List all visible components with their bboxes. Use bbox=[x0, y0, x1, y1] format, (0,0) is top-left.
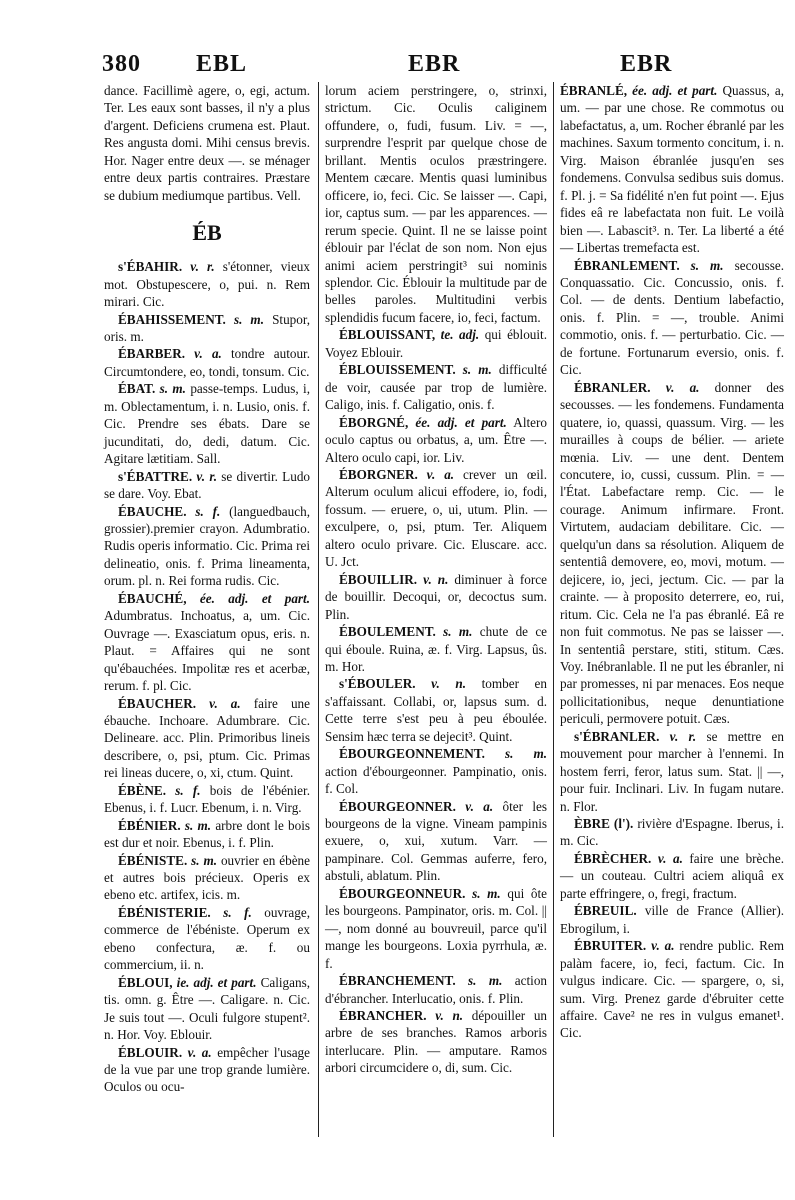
entry-headword: ÉBRANLER. bbox=[574, 379, 651, 395]
entry-headword: ÉBOURGEONNEMENT. bbox=[339, 746, 485, 762]
entry-definition: se mettre en mouvement pour marcher à l'ennemi. In hostem ferri, feror, latus sum. Stat. || —, pour fuir. Inclinari. Liv. In fugam nutare. n. Flor. bbox=[560, 728, 785, 814]
entry-grammar: s. m. bbox=[504, 746, 548, 762]
running-head-left: EBL bbox=[196, 51, 248, 77]
dictionary-entry bbox=[325, 414, 547, 466]
entry-grammar: ée. adj. et part. bbox=[199, 590, 311, 606]
entry-grammar: v. r. bbox=[190, 259, 215, 275]
entry-headword: ÈBRE (l'). bbox=[574, 816, 634, 832]
entry-definition: action d'ébrancher. Interlucatio, onis. f. Plin. bbox=[325, 973, 548, 1006]
entry-definition: qui éblouit. Voyez Eblouir. bbox=[325, 327, 548, 360]
entry-headword: s'ÉBAHIR. bbox=[118, 259, 183, 275]
entry-headword: ÉBLOUISSANT, bbox=[339, 327, 436, 343]
entry-definition: rendre public. Rem palàm facere, io, feci, factum. Cic. In vulgus indicare. Cic. — spargere, o, si, sum. Virg. Prenez garde d'ébruiter cette affaire. Cave² ne res in vulgus emanet¹. Cic. bbox=[560, 938, 785, 1041]
entry-grammar: s. f. bbox=[175, 782, 201, 798]
entry-definition: secousse. Conquassatio. Cic. Concussio, onis. f. Col. — de dents. Dentium labefactio, onis. f. Plin. = —, trouble. Animi commotio, onis. f. — perturbatio. Cic. — de fortune. Fortunarum eversio, onis. f. Cic. bbox=[560, 257, 785, 378]
entry-headword: ÉBAUCHÉ, bbox=[118, 590, 187, 606]
entry-grammar: s. m. bbox=[191, 852, 218, 868]
dictionary-entry bbox=[325, 675, 547, 745]
entry-headword: ÉBOURGEONNEUR. bbox=[339, 885, 466, 901]
entry-grammar: s. m. bbox=[690, 257, 724, 273]
dictionary-entry bbox=[325, 361, 547, 413]
entry-definition: se divertir. Ludo se dare. Voy. Ebat. bbox=[104, 468, 311, 502]
running-head-center: EBR bbox=[408, 51, 461, 77]
entry-headword: ÉBRUITER. bbox=[574, 938, 647, 954]
entry-headword: ÉBARBER. bbox=[118, 346, 186, 362]
dictionary-entry bbox=[325, 623, 547, 675]
entry-grammar: v. a. bbox=[426, 466, 455, 482]
entry-headword: s'ÉBRANLER. bbox=[574, 728, 660, 744]
entry-grammar: v. a. bbox=[665, 379, 700, 395]
dictionary-entry bbox=[104, 695, 310, 782]
entry-headword: ÉBRANLEMENT. bbox=[574, 257, 680, 273]
column-rule-2 bbox=[553, 82, 554, 1137]
entry-definition: dance. Facillimè agere, o, egi, actum. Ter. Les eaux sont basses, il n'y a plus d'argent. Deficiens crumena est. Plaut. Res angusta domi. Mihi census brevis. Hor. Nager entre deux —. se ménager entre deux partis contraires. Præstare se dubium mediumque partibus. Vell. bbox=[104, 83, 310, 203]
dictionary-entry bbox=[325, 745, 547, 797]
entry-grammar: v. a. bbox=[657, 850, 683, 866]
entry-definition: diminuer à force de bouillir. Decoqui, or, decoctus sum. Plin. bbox=[325, 571, 547, 622]
entry-grammar: v. a. bbox=[465, 798, 494, 814]
entry-headword: ÉBÉNISTE. bbox=[118, 852, 188, 868]
entry-headword: ÉBÉNISTERIE. bbox=[118, 904, 211, 920]
entry-headword: ÉBOURGEONNER. bbox=[339, 798, 456, 814]
dictionary-entry bbox=[104, 345, 310, 380]
column-1 bbox=[104, 82, 310, 1096]
entry-grammar: v. a. bbox=[187, 1044, 212, 1060]
entry-headword: ÉBREUIL. bbox=[574, 903, 637, 919]
entry-definition: ville de France (Allier). Ebrogilum, i. bbox=[560, 903, 785, 936]
entry-grammar: v. a. bbox=[209, 695, 241, 711]
entry-grammar: te. adj. bbox=[440, 327, 480, 343]
dictionary-entry bbox=[325, 798, 547, 885]
entry-grammar: s. m. bbox=[184, 817, 212, 833]
entry-grammar: v. n. bbox=[423, 571, 449, 587]
dictionary-entry bbox=[560, 937, 784, 1042]
entry-headword: ÉBÉNIER. bbox=[118, 817, 181, 833]
entry-grammar: s. f. bbox=[195, 503, 221, 519]
entry-definition: faire une brèche. — un couteau. Cultri aciem aliquâ ex parte effringere, o, fregi, fractum. bbox=[560, 850, 784, 901]
dictionary-entry bbox=[104, 468, 310, 503]
entry-headword: ÉBLOUISSEMENT. bbox=[339, 362, 456, 378]
entry-grammar: v. r. bbox=[669, 728, 697, 744]
page-number: 380 bbox=[102, 51, 141, 77]
dictionary-entry bbox=[325, 571, 547, 623]
entry-definition: Caligans, tis. omn. g. Être —. Caligare. n. Cic. Je suis tout —. Oculi fulgore stupent². n. Hor. Voy. Eblouir. bbox=[104, 974, 311, 1043]
entry-definition: qui ôte les bourgeons. Pampinator, oris. m. Col. || —, nom donné au bouvreuil, parce qu'il mange les bourgeons. Loxia pyrrhula, æ. f. bbox=[325, 885, 548, 971]
entry-headword: ÉBRANLÉ, bbox=[560, 83, 628, 98]
entry-grammar: s. m. bbox=[472, 885, 501, 901]
entry-headword: ÉBLOUI, bbox=[118, 974, 173, 990]
entry-definition: faire une ébauche. Inchoare. Adumbrare. Cic. Delineare. acc. Plin. Primoribus lineis describere, o, psi, ptum. Cic. Primas rei lineas ducere, o, xi, ctum. Quint. bbox=[104, 695, 310, 781]
entry-grammar: s. f. bbox=[223, 904, 252, 920]
entry-grammar: v. a. bbox=[651, 938, 675, 954]
entry-definition: ouvrier en ébène et autres bois précieux. Operis ex ebeno etc. artifex, icis. m. bbox=[104, 852, 310, 903]
entry-headword: ÉBRÈCHER. bbox=[574, 850, 652, 866]
entry-grammar: s. m. bbox=[468, 973, 503, 989]
column-rule-1 bbox=[318, 82, 319, 1137]
running-head-right: EBR bbox=[620, 51, 673, 77]
entry-definition: ôter les bourgeons de la vigne. Vineam pampinis exuere, o, xui, xutum. Varr. — pampinare. Col. Gemmas auferre, fero, abstuli, ablatum. Plin. bbox=[325, 798, 548, 884]
dictionary-entry bbox=[325, 326, 547, 361]
entry-grammar: ée. adj. et part. bbox=[415, 414, 507, 430]
dictionary-entry bbox=[104, 852, 310, 904]
entry-headword: s'ÉBATTRE. bbox=[118, 468, 193, 484]
dictionary-entry bbox=[104, 974, 310, 1044]
entry-definition: empêcher l'usage de la vue par une trop grande lumière. Oculos ou ocu- bbox=[104, 1044, 310, 1095]
entry-definition: Stupor, oris. m. bbox=[104, 311, 311, 344]
dictionary-entry bbox=[104, 817, 310, 852]
entry-definition: bois de l'ébénier. Ebenus, i. f. Lucr. Ebenum, i. n. Virg. bbox=[104, 782, 310, 816]
dictionary-entry bbox=[560, 728, 784, 815]
dictionary-entry bbox=[325, 466, 547, 571]
entry-headword: ÉBOUILLIR. bbox=[339, 571, 418, 587]
entry-definition: (languedbauch, grossier).premier crayon. Adumbratio. Rudis operis informatio. Cic. Prima rei delineatio, onis. f. Prima lineamenta, orum. pl. n. Rei forma rudis. Cic. bbox=[104, 503, 310, 589]
entry-grammar: s. m. bbox=[462, 362, 492, 378]
entry-grammar: s. m. bbox=[159, 381, 186, 397]
entry-grammar: s. m. bbox=[233, 311, 264, 327]
entry-definition: lorum aciem perstringere, o, strinxi, strictum. Cic. Oculis caliginem offundere, o, fudi, fusum. Liv. = —, surprendre l'esprit par quelque chose de brillant. Mentis oculos præstringere. Mentem cæcare. Mentis quasi luminibus officere, io, feci. Cic. Se laisser —. Capi, ior, captus sum. — par les apparences. — rerum specie. Quint. Il ne se laisse point éblouir par l'éclat de son nom. Non ejus animi aciem perstringit³ sui nominis splendor. Cic. Éblouir la multitude par de belles paroles. Multitudini verbis splendidis fucum facere, io, feci, factum. bbox=[325, 83, 547, 325]
dictionary-entry bbox=[325, 885, 547, 972]
entry-definition: Altero oculo captus ou orbatus, a, um. Être —. Altero oculo capi, ior. Liv. bbox=[325, 414, 547, 465]
dictionary-entry bbox=[560, 379, 784, 728]
dictionary-entry bbox=[325, 82, 547, 326]
entry-headword: s'ÉBOULER. bbox=[339, 676, 416, 692]
dictionary-entry bbox=[104, 590, 310, 695]
dictionary-entry bbox=[104, 380, 310, 467]
dictionary-entry bbox=[560, 815, 784, 850]
entry-definition: tondre autour. Circumtondere, eo, tondi, tonsum. Cic. bbox=[104, 346, 311, 379]
entry-headword: ÉBRANCHEMENT. bbox=[339, 973, 456, 989]
dictionary-entry bbox=[560, 850, 784, 902]
dictionary-entry bbox=[325, 1007, 547, 1077]
entry-definition: difficulté de voir, causée par trop de lumière. Caligo, inis. f. Caligatio, onis. f. bbox=[325, 362, 548, 413]
entry-headword: ÉBAT. bbox=[118, 381, 156, 397]
dictionary-entry bbox=[104, 1044, 310, 1096]
entry-headword: ÉBOULEMENT. bbox=[339, 624, 436, 640]
entry-definition: ouvrage, commerce de l'ébéniste. Operum ex ebeno confectura, æ. f. ou commercium, ii. n. bbox=[104, 904, 311, 973]
column-2 bbox=[325, 82, 547, 1077]
dictionary-entry bbox=[104, 82, 310, 204]
entry-definition: passe-temps. Ludus, i, m. Oblectamentum, i. n. Lusio, onis. f. Cic. Prendre ses ébats. Dare se jucunditati, do, dedi, datum. Cic. Agitare lætitiam. Sall. bbox=[104, 381, 311, 467]
dictionary-entry bbox=[104, 258, 310, 310]
entry-headword: ÉBLOUIR. bbox=[118, 1044, 183, 1060]
column-3 bbox=[560, 82, 784, 1042]
dictionary-entry bbox=[560, 82, 784, 257]
entry-grammar: s. m. bbox=[443, 624, 473, 640]
section-heading: ÉB bbox=[192, 220, 222, 246]
entry-definition: crever un œil. Alterum oculum alicui effodere, io, fodi, fossum. — eruere, o, ui, utum. Plin. — exculpere, o, psi, ptum. Ter. Aliquem altero oculo privare. Cic. Eluscare. acc. U. Jct. bbox=[325, 466, 547, 570]
dictionary-entry bbox=[104, 311, 310, 346]
entry-definition: tomber en s'affaissant. Collabi, or, lapsus sum. d. Cette terre s'est peu à peu éboulée. Sensim hæc terra se dejecit³. Quint. bbox=[325, 676, 548, 744]
entry-grammar: v. r. bbox=[196, 468, 218, 484]
entry-definition: Adumbratus. Inchoatus, a, um. Cic. Ouvrage —. Exasciatum opus, eris. n. Plaut. = Affaires qui ne sont qu'ébauchées. Impolitæ res et acerbæ, rerum. f. pl. Cic. bbox=[104, 608, 310, 694]
entry-definition: rivière d'Espagne. Iberus, i. m. Cic. bbox=[560, 816, 784, 849]
dictionary-entry bbox=[325, 972, 547, 1007]
entry-headword: ÉBAHISSEMENT. bbox=[118, 311, 226, 327]
entry-grammar: ie. adj. et part. bbox=[176, 974, 257, 990]
entry-headword: ÉBRANCHER. bbox=[339, 1008, 427, 1024]
entry-headword: ÉBORGNER. bbox=[339, 466, 418, 482]
entry-definition: donner des secousses. — les fondemens. Fundamenta quatere, io, quassi, quassum. Virg. — les murailles à coups de bélier. — ariete mœnia. Liv. — une dent. Dentem concutere, io, cussi, cussum. Plin. = — l'État. Labefactare remp. Cic. — le courage. Animum infirmare. Front. Virtutem, audaciam debilitare. Cic. — quelqu'un dans sa résolution. Aliquem de sententiâ demovere, eo, movi, motum. — dejicere, io, jeci, jectum. Cic. — par la crainte. — à proposito deterrere, eo, rui, ritum. Cic. Cela ne l'a pas ébranlé. Eâ re non fuit commotus. Ne pas se laisser —. In sententiâ perstare, stiti, stitum. Cæs. Voy. Inébranlable. Il ne put les ébranler, ni par promesses, ni par menaces. Eos neque pollicitationibus, neque denuntiatione periculi, permovere potuit. Cæs. bbox=[560, 379, 785, 727]
dictionary-entry bbox=[104, 904, 310, 974]
entry-definition: arbre dont le bois est dur et noir. Ebenus, i. f. Plin. bbox=[104, 817, 310, 851]
entry-definition: action d'ébourgeonner. Pampinatio, onis. f. Col. bbox=[325, 763, 547, 797]
entry-grammar: v. n. bbox=[435, 1008, 464, 1024]
entry-grammar: v. n. bbox=[431, 676, 467, 692]
dictionary-entry bbox=[104, 782, 310, 817]
entry-headword: ÉBÈNE. bbox=[118, 782, 167, 798]
entry-definition: chute de ce qui éboule. Ruina, æ. f. Virg. Lapsus, ûs. m. Hor. bbox=[325, 624, 548, 674]
dictionary-entry bbox=[560, 902, 784, 937]
entry-headword: ÉBAUCHER. bbox=[118, 695, 197, 711]
entry-grammar: v. a. bbox=[194, 346, 222, 362]
entry-headword: ÉBORGNÉ, bbox=[339, 414, 409, 430]
entry-definition: s'étonner, vieux mot. Obstupescere, o, pui. n. Rem mirari. Cic. bbox=[104, 259, 310, 310]
entry-grammar: ée. adj. et part. bbox=[632, 83, 718, 98]
dictionary-entry bbox=[560, 257, 784, 379]
entry-definition: Quassus, a, um. — par une chose. Re commotus ou labefactatus, a, um. Rocher ébranlé par les machines. Saxum tormento concitum, i. n. Virg. Maison ébranlée jusqu'en ses fondemens. Convulsa sedibus suis domus. f. Pl. j. = Sa fidélité n'en fut point —. Ejus fides eâ re labefactata non fuit. Le voilà bien —. Labascit³. n. Ter. La liberté a été — Libertas tremefacta est. bbox=[560, 83, 784, 256]
entry-headword: ÉBAUCHE. bbox=[118, 503, 187, 519]
dictionary-entry bbox=[104, 503, 310, 590]
entry-definition: dépouiller un arbre de ses branches. Ramos arboris interlucare. Plin. — amputare. Ramos arbori circumcidere o, di, sum. Cic. bbox=[325, 1008, 548, 1076]
